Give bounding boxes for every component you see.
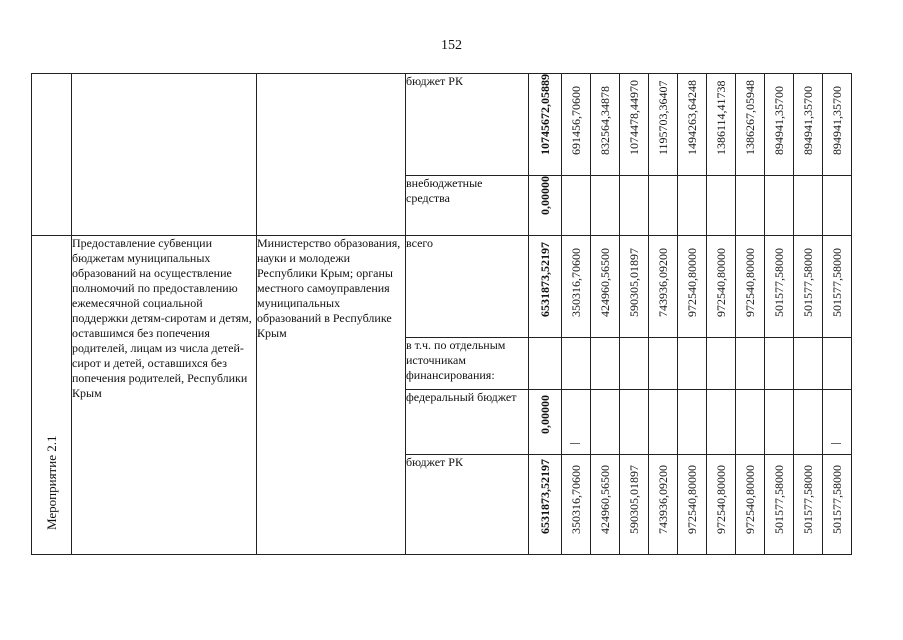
- value-cell: [562, 338, 591, 390]
- value-cell: 691456,70600: [562, 74, 591, 176]
- budget-table: [31, 73, 852, 555]
- value-cell: [562, 390, 591, 455]
- value-cell: [736, 338, 765, 390]
- value-cell: [794, 338, 823, 390]
- value-cell: [794, 390, 823, 455]
- value-cell: [678, 176, 707, 236]
- value-cell: 424960,56500: [591, 236, 620, 338]
- executor-cell: Министерство образования, науки и молодежи Республики Крым; органы местного самоуправления муниципальных образований в Республике Крым: [257, 236, 406, 555]
- value-cell: 501577,58000: [765, 236, 794, 338]
- value-cell: 501577,58000: [794, 236, 823, 338]
- value-cell: [765, 390, 794, 455]
- value-cell: [649, 390, 678, 455]
- value-cell: [707, 338, 736, 390]
- value-cell: 1074478,44970: [620, 74, 649, 176]
- value-cell: 1195703,36407: [649, 74, 678, 176]
- value-cell: 972540,80000: [707, 455, 736, 555]
- value-cell: [707, 390, 736, 455]
- value-cell: 1494263,64248: [678, 74, 707, 176]
- value-cell: 743936,09200: [649, 236, 678, 338]
- total-cell: 6531873,52197: [529, 455, 562, 555]
- measure-label-cell: Мероприятие 2.1: [32, 236, 72, 555]
- value-cell: 501577,58000: [823, 455, 852, 555]
- value-cell: 894941,35700: [765, 74, 794, 176]
- source-cell: бюджет РК: [406, 74, 529, 176]
- description-cell: Предоставление субвенции бюджетам муниципальных образований на осуществление полномочий по предоставлению ежемесячной социальной поддержки детям-сиротам и детям, оставшимся без попечения родителей, лицам из числа детей-сирот и детей, оставшихся без попечения родителей, Республики Крым: [72, 236, 257, 555]
- value-cell: 743936,09200: [649, 455, 678, 555]
- value-cell: [794, 176, 823, 236]
- value-cell: 894941,35700: [823, 74, 852, 176]
- total-cell: 6531873,52197: [529, 236, 562, 338]
- page-number: 152: [441, 38, 462, 53]
- description-cell-continued: [72, 74, 257, 236]
- value-cell: 501577,58000: [765, 455, 794, 555]
- source-cell: всего: [406, 236, 529, 338]
- value-cell: 972540,80000: [678, 455, 707, 555]
- source-cell: в т.ч. по отдельным источникам финансирования:: [406, 338, 529, 390]
- value-cell: 424960,56500: [591, 455, 620, 555]
- total-cell: 0,00000: [529, 176, 562, 236]
- value-cell: 350316,70600: [562, 236, 591, 338]
- value-cell: [736, 176, 765, 236]
- value-cell: 972540,80000: [736, 236, 765, 338]
- value-cell: [823, 338, 852, 390]
- total-cell: 10745672,05889: [529, 74, 562, 176]
- value-cell: [562, 176, 591, 236]
- value-cell: 832564,34878: [591, 74, 620, 176]
- value-cell: 1386114,41738: [707, 74, 736, 176]
- value-cell: 972540,80000: [736, 455, 765, 555]
- dash-mark: [831, 443, 841, 444]
- value-cell: [765, 338, 794, 390]
- value-cell: [765, 176, 794, 236]
- value-cell: 590305,01897: [620, 455, 649, 555]
- value-cell: 350316,70600: [562, 455, 591, 555]
- dash-mark: [570, 443, 580, 444]
- value-cell: [620, 176, 649, 236]
- table-row: [32, 236, 852, 338]
- value-cell: [591, 390, 620, 455]
- label-cell-continued: [32, 74, 72, 236]
- value-cell: [823, 176, 852, 236]
- value-cell: [678, 390, 707, 455]
- table-row: [32, 74, 852, 176]
- source-cell: внебюджетные средства: [406, 176, 529, 236]
- value-cell: 590305,01897: [620, 236, 649, 338]
- executor-cell-continued: [257, 74, 406, 236]
- value-cell: [678, 338, 707, 390]
- value-cell: [649, 338, 678, 390]
- value-cell: [736, 390, 765, 455]
- value-cell: 972540,80000: [707, 236, 736, 338]
- total-cell: 0,00000: [529, 390, 562, 455]
- total-cell: [529, 338, 562, 390]
- value-cell: [591, 338, 620, 390]
- value-cell: [620, 338, 649, 390]
- value-cell: 1386267,05948: [736, 74, 765, 176]
- value-cell: [707, 176, 736, 236]
- value-cell: [649, 176, 678, 236]
- source-cell: бюджет РК: [406, 455, 529, 555]
- value-cell: [823, 390, 852, 455]
- value-cell: 501577,58000: [794, 455, 823, 555]
- value-cell: 894941,35700: [794, 74, 823, 176]
- value-cell: [620, 390, 649, 455]
- value-cell: 972540,80000: [678, 236, 707, 338]
- value-cell: 501577,58000: [823, 236, 852, 338]
- source-cell: федеральный бюджет: [406, 390, 529, 455]
- value-cell: [591, 176, 620, 236]
